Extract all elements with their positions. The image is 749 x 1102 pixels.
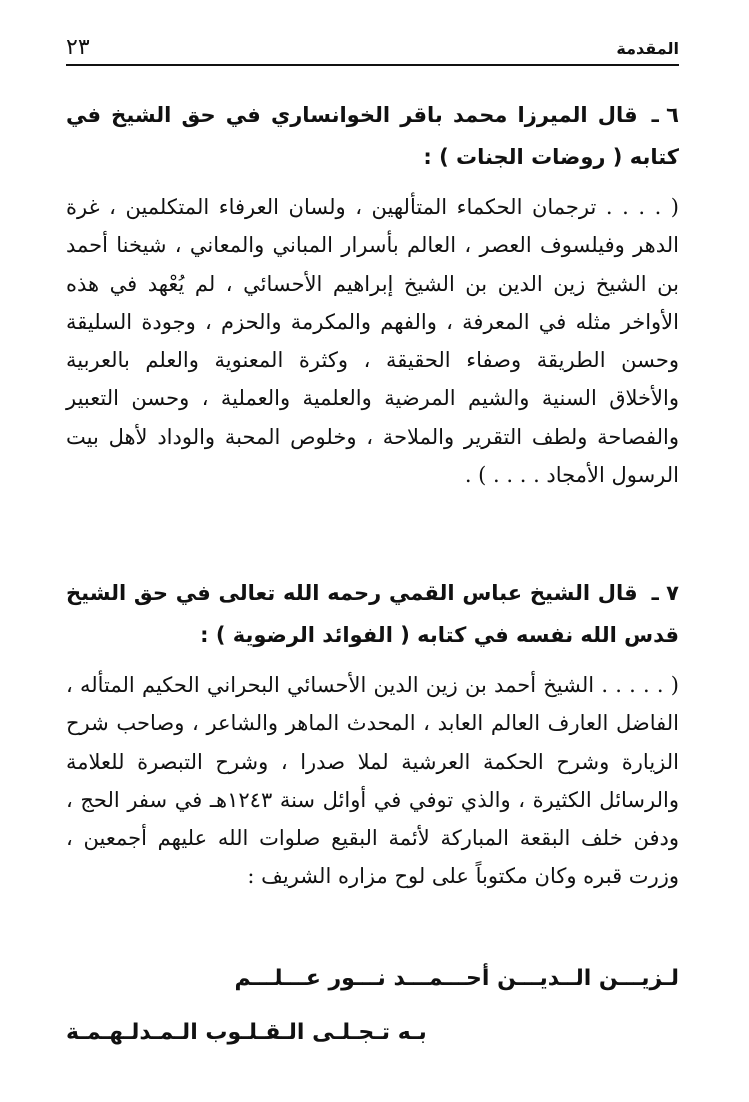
item-7-number: ٧ ـ <box>651 581 679 605</box>
item-7-quote-text: ( . . . . . الشيخ أحمد بن زين الدين الأحسائي البحراني الحكيم المتأله ، الفاضل العارف العالم العابد ، المحدث الماهر والشاعر ، وصاحب شرح الزيارة وشرح الحكمة العرشية لملا صدرا ، وشرح التبصرة للعلامة والرسائل الكثيرة ، والذي توفي في أوائل سنة ١٢٤٣هـ في سفر الحج ، ودفن خلف البقعة المباركة لأئمة البقيع صلوات الله عليهم أجمعين ، وزرت قبره وكان مكتوباً على لوح مزاره الشريف : <box>66 673 679 889</box>
item-6-quote-text: ( . . . . ترجمان الحكماء المتألهين ، ولسان العرفاء المتكلمين ، غرة الدهر وفيلسوف العصر ، العالم بأسرار المباني والمعاني ، شيخنا أحمد بن الشيخ زين الدين بن الشيخ إبراهيم الأحسائي ، لم يُعْهد في هذه الأواخر مثله في المعرفة ، والفهم والمكرمة والحزم ، وجودة السليقة وحسن الطريقة وصفاء الحقيقة ، وكثرة المعنوية والعلم بالعربية والأخلاق السنية والشيم المرضية والعلمية والعملية ، وحسن التعبير والفصاحة ولطف التقرير والملاحة ، وخلوص المحبة والوداد لأهل بيت الرسول الأمجاد . . . . ) . <box>66 195 679 488</box>
poem-line-2: بـه تـجـلـى الـقـلـوب الـمـدلـهـمـة <box>66 1020 427 1045</box>
poem-line-1: لـزيـــن الــديـــن أحـــمـــد نـــور عـــلـــم <box>234 966 679 991</box>
item-7-heading <box>66 572 679 656</box>
page-header <box>66 30 679 66</box>
item-7-quote <box>66 666 679 896</box>
page-number: ٢٣ <box>66 35 90 60</box>
section-title: المقدمة <box>616 39 679 58</box>
item-6-quote <box>66 188 679 494</box>
item-6-number: ٦ ـ <box>651 103 679 127</box>
item-6-heading <box>66 94 679 178</box>
item-6-heading-text: قال الميرزا محمد باقر الخوانساري في حق الشيخ في كتابه ( روضات الجنات ) : <box>66 103 679 169</box>
item-7-heading-text: قال الشيخ عباس القمي رحمه الله تعالى في حق الشيخ قدس الله نفسه في كتابه ( الفوائد الرضوية ) : <box>66 581 679 647</box>
